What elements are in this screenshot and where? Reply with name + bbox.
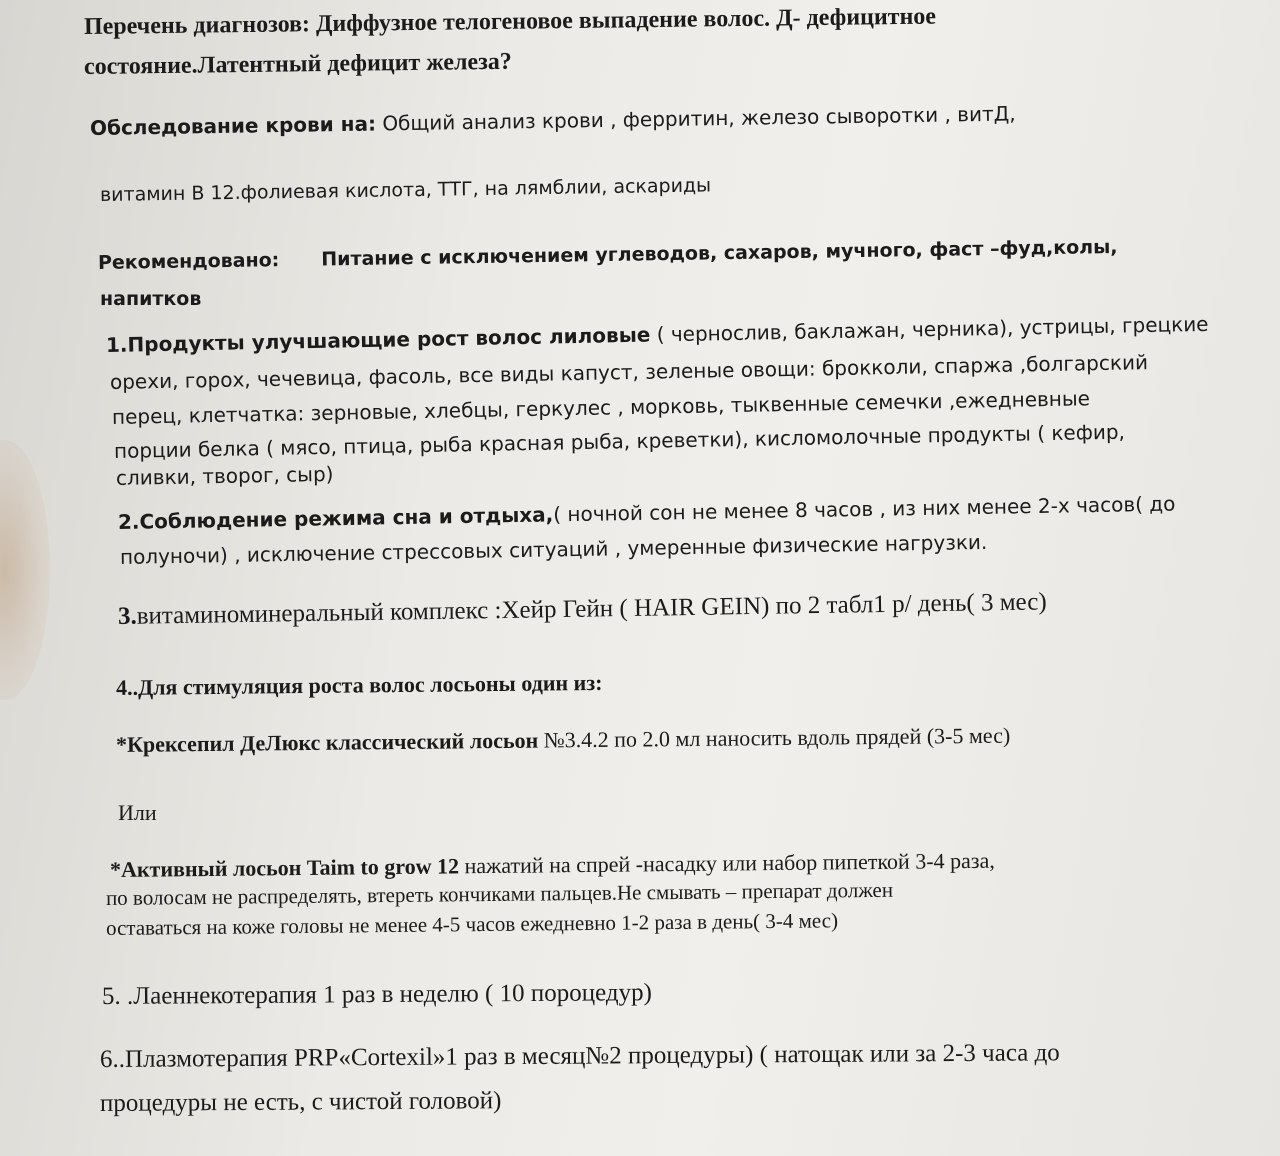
item6-line-1: 6..Плазмотерапия PRP«Cortexil»1 раз в месяц№2 процедуры) ( натощак или за 2-3 часа до	[99, 1039, 1060, 1073]
item2-line-2: полуночи) , исключение стрессовых ситуаций , умеренные физические нагрузки.	[119, 529, 988, 569]
item4-line: 4..Для стимуляция роста волос лосьоны один из:	[115, 669, 603, 700]
lotion1-line	[116, 723, 1011, 758]
diagnosis-line-1: Перечень диагнозов: Диффузное телогеновое выпадение волос. Д- дефицитное	[83, 3, 937, 40]
item1-line-1	[106, 312, 1209, 357]
lotion2-line-3: оставаться на коже головы не менее 4-5 часов ежедневно 1-2 раза в день( 3-4 мес)	[105, 908, 839, 940]
recommended-line-1	[98, 236, 1118, 274]
lotion2-name: *Активный лосьон Taim to grow 12	[109, 853, 460, 882]
lotion1-text: №3.4.2 по 2.0 мл наносить вдоль прядей (3-5 мес)	[538, 722, 1011, 753]
lotion1-name: *Крексепил ДеЛюкс классический лосьон	[115, 727, 539, 757]
exam-line-2: витамин В 12.фолиевая кислота, ТТГ, на лямблии, аскариды	[99, 174, 712, 206]
lotion2-line-2: по волосам не распределять, втереть кончиками пальцев.Не смывать – препарат должен	[105, 877, 894, 910]
item1-line-2: орехи, горох, чечевица, фасоль, все виды капуст, зеленые овощи: брокколи, спаржа ,болгарский	[109, 350, 1149, 394]
item1-line-4: порции белка ( мясо, птица, рыба красная рыба, креветки), кисломолочные продукты ( кефир,	[113, 419, 1126, 463]
finger-shadow	[0, 440, 50, 700]
item1-line-5: сливки, творог, сыр)	[115, 461, 334, 490]
or-text: Или	[118, 800, 157, 825]
item1-line-3: перец, клетчатка: зерновые, хлебцы, геркулес , морковь, тыквенные семечки ,ежедневные	[111, 386, 1091, 429]
item2-line-1	[118, 492, 1176, 534]
item3-number: 3.	[117, 602, 137, 630]
item1-heading: 1.Продукты улучшающие рост волос лиловые	[105, 322, 651, 357]
item3-line	[118, 588, 1047, 631]
item2-heading: 2.Соблюдение режима сна и отдыха,	[117, 502, 554, 534]
lotion2-text: нажатий на спрей -насадку или набор пипеткой 3-4 раза,	[458, 847, 995, 879]
recommended-line-2: напитков	[100, 288, 202, 310]
exam-label: Обследование крови на:	[89, 111, 377, 140]
diagnosis-line-2: состояние.Латентный дефицит железа?	[83, 48, 512, 80]
item6-line-2: процедуры не есть, с чистой головой)	[99, 1087, 502, 1117]
item3-text: витаминоминеральный комплекс :Хейр Гейн ( HAIR GEIN) по 2 табл1 р/ день( 3 мес)	[136, 588, 1047, 630]
exam-line-1	[90, 101, 1016, 140]
item1-text: ( чернослив, баклажан, черника), устрицы, грецкие	[650, 311, 1209, 347]
item5-line: 5. .Лаеннекотерапия 1 раз в неделю ( 10 пороцедур)	[101, 979, 652, 1010]
item2-text: ( ночной сон не менее 8 часов , из них менее 2-х часов( до	[553, 491, 1176, 527]
recommended-label: Рекомендовано:	[97, 249, 280, 274]
recommended-diet: Питание с исключением углеводов, сахаров, мучного, фаст –фуд,колы,	[321, 235, 1118, 271]
exam-list: Общий анализ крови , ферритин, железо сыворотки , витД,	[375, 101, 1016, 136]
